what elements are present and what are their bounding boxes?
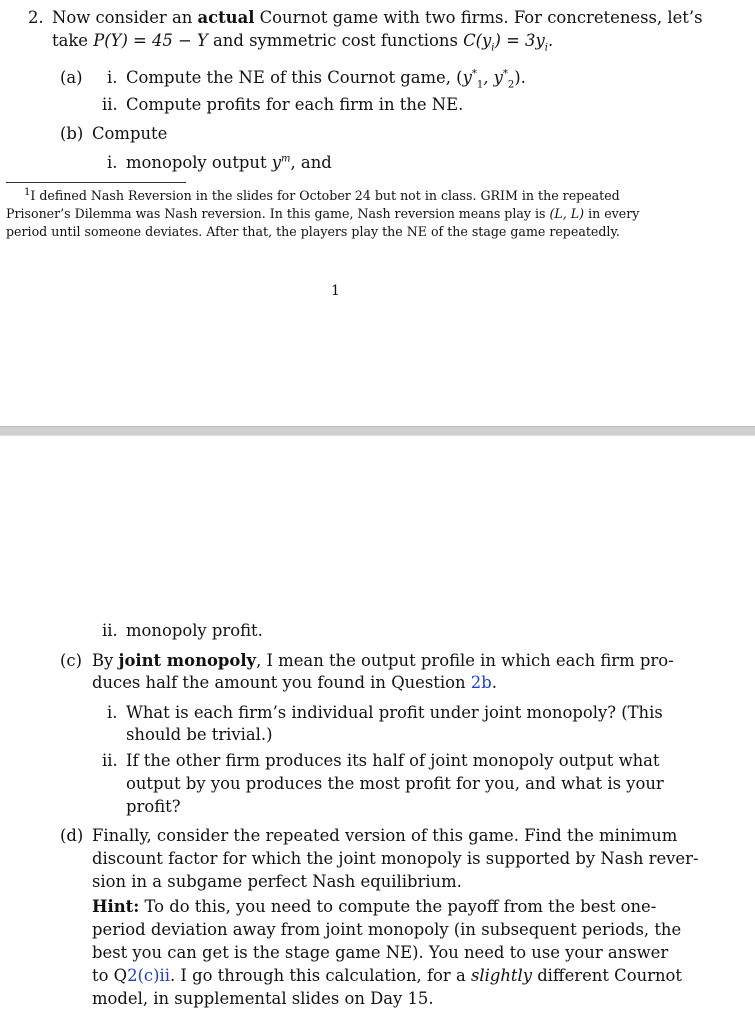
text: By [92, 651, 119, 670]
part-d-label: (d) [60, 826, 84, 845]
part-c-ii-line-1: If the other firm produces its half of joint monopoly output what [126, 751, 660, 770]
text: ). [514, 68, 526, 87]
math: C(y [463, 31, 492, 50]
hint-line-4 [92, 966, 682, 985]
text: to Q [92, 966, 128, 985]
part-b-ii-label: ii. [102, 621, 118, 640]
part-c-line-2 [92, 673, 497, 692]
part-c-label: (c) [60, 651, 82, 670]
part-c-i-line-2: should be trivial.) [126, 725, 273, 744]
footnote-line-1 [24, 187, 620, 203]
text: . I go through this calculation, for a [170, 966, 471, 985]
footnote-line-2 [6, 206, 639, 221]
text: I defined Nash Reversion in the slides for October 24 but not in class. GRIM in the repeated [30, 188, 620, 204]
part-b-i-text [126, 153, 332, 172]
question-2b-link[interactable]: 2b [470, 673, 492, 692]
math-sup: * [471, 68, 477, 80]
page-number: 1 [331, 283, 340, 299]
part-c-ii-label: ii. [102, 751, 118, 770]
hint-line-5: model, in supplemental slides on Day 15. [92, 989, 434, 1008]
hint-label: Hint: [92, 897, 140, 916]
part-d-line-3: sion in a subgame perfect Nash equilibrium. [92, 872, 462, 891]
math-sup: m [281, 153, 291, 165]
part-a-ii-text: Compute profits for each firm in the NE. [126, 95, 464, 114]
text: duces half the amount you found in Question [92, 673, 471, 692]
part-b-label: (b) [60, 124, 84, 143]
bold-text: joint monopoly [118, 651, 257, 670]
math: ) = 3y [494, 31, 545, 50]
text: Cournot game with two firms. For concreteness, let’s [254, 8, 703, 27]
part-c-i-line-1: What is each firm’s individual profit under joint monopoly? (This [126, 703, 663, 722]
math: P(Y) = 45 − Y [93, 31, 208, 50]
text: different Cournot [531, 966, 682, 985]
text: Compute the NE of this Cournot game, ( [126, 68, 463, 87]
part-a-ii-label: ii. [102, 95, 118, 114]
part-a-i-text [126, 68, 526, 90]
part-b-i-label: i. [107, 153, 118, 172]
text: , I mean the output profile in which each firm pro- [256, 651, 674, 670]
text: . [491, 673, 497, 692]
math-sup: * [502, 68, 508, 80]
part-a-label: (a) [60, 68, 83, 87]
part-b-text: Compute [92, 124, 168, 143]
part-d-line-2: discount factor for which the joint monopoly is supported by Nash rever- [92, 849, 699, 868]
math: , y [483, 68, 503, 87]
part-b-ii-text: monopoly profit. [126, 621, 263, 640]
part-d-line-1: Finally, consider the repeated version of this game. Find the minimum [92, 826, 678, 845]
footnote-line-3: period until someone deviates. After that, the players play the NE of the stage game repeatedly. [6, 224, 620, 239]
hint-line-2: period deviation away from joint monopoly (in subsequent periods, the [92, 920, 682, 939]
math-sub: 2 [507, 79, 515, 91]
page-separator [0, 426, 755, 436]
text: , and [290, 153, 332, 172]
footnote-rule [6, 182, 186, 183]
math: y [462, 68, 472, 87]
part-a-i-label: i. [107, 68, 118, 87]
part-c-line-1 [92, 651, 674, 670]
question-2cii-link[interactable]: 2(c)ii [127, 966, 170, 985]
text: Prisoner’s Dilemma was Nash reversion. In this game, Nash reversion means play is [6, 206, 550, 221]
question-2-line-2 [52, 31, 553, 53]
math: y [271, 153, 282, 172]
text: . [547, 31, 554, 50]
footnote-mark: 1 [24, 187, 31, 198]
question-2-number: 2. [28, 8, 44, 27]
bold-text: actual [197, 8, 255, 27]
part-c-ii-line-2: output by you produces the most profit for you, and what is your [126, 774, 664, 793]
math-sub: i [544, 42, 548, 54]
math-sub: i [491, 42, 495, 54]
math: (L, L) [549, 206, 585, 221]
text: take [52, 31, 94, 50]
text: Now consider an [52, 8, 198, 27]
text: monopoly output [126, 153, 272, 172]
question-2-line-1 [52, 8, 702, 27]
math-sub: 1 [476, 79, 484, 91]
text: To do this, you need to compute the payoff from the best one- [139, 897, 657, 916]
hint-line-1 [92, 897, 656, 916]
text: and symmetric cost functions [207, 31, 464, 50]
italic-text: slightly [470, 966, 532, 985]
hint-line-3: best you can get is the stage game NE). You need to use your answer [92, 943, 669, 962]
part-c-ii-line-3: profit? [126, 797, 181, 816]
text: in every [584, 206, 640, 221]
part-c-i-label: i. [107, 703, 118, 722]
